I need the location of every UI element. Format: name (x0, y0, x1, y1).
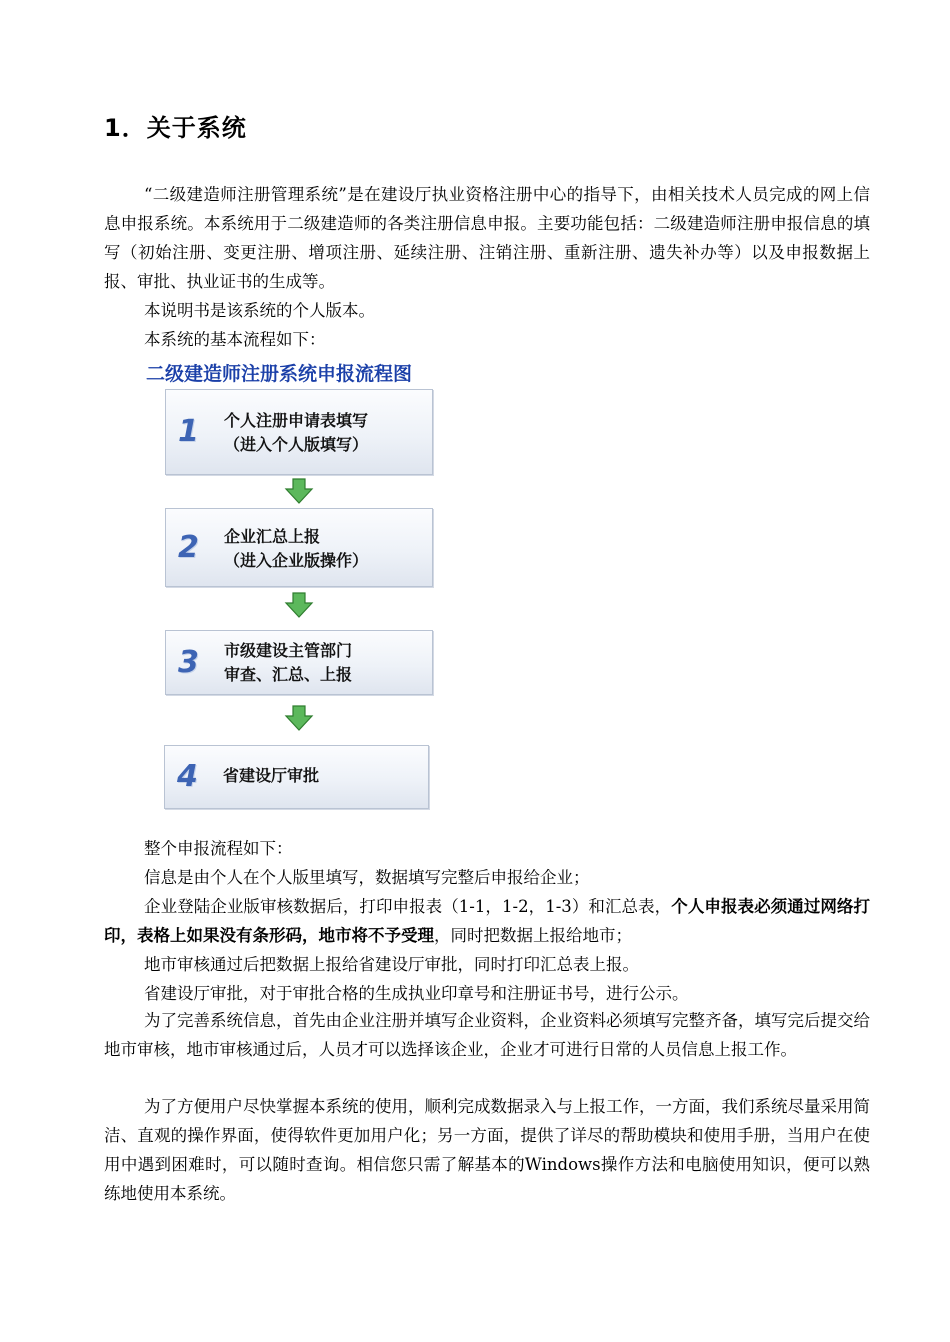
flow-step-1 (165, 389, 433, 475)
step-number: 4 (177, 759, 198, 794)
step-label (224, 639, 352, 687)
step-number: 3 (178, 645, 199, 680)
step-number: 2 (178, 530, 199, 565)
flow-step-2 (165, 508, 433, 587)
flowchart-title: 二级建造师注册系统申报流程图 (146, 363, 413, 385)
step-label (224, 409, 368, 457)
step-label-line2: 审查、汇总、上报 (224, 665, 353, 684)
province-paragraph: 省建设厅审批，对于审批合格的生成执业印章号和注册证书号，进行公示。 (144, 984, 689, 1003)
enterprise-text-before: 企业登陆企业版审核数据后，打印申报表（1-1，1-2，1-3）和汇总表， (144, 897, 672, 916)
process-intro: 整个申报流程如下： (144, 839, 293, 858)
down-arrow-icon (284, 478, 314, 504)
enterprise-text-after: ，同时把数据上报给地市； (434, 926, 632, 945)
step-label-line1: 个人注册申请表填写 (224, 411, 369, 430)
flow-step-3 (165, 630, 433, 695)
flow-step-4 (164, 745, 429, 809)
intro-paragraph: “二级建造师注册管理系统”是在建设厅执业资格注册中心的指导下，由相关技术人员完成的网上信息申报系统。本系统用于二级建造师的各类注册信息申报。主要功能包括：二级建造师注册申报信息的填写（初始注册、变更注册、增项注册、延续注册、注销注册、重新注册、遗失补办等）以及申报数据上报、审批、执业证书的生成等。 (104, 185, 870, 291)
step-label-line2: （进入个人版填写） (224, 435, 369, 454)
down-arrow-icon (284, 705, 314, 731)
help-paragraph: 为了方便用户尽快掌握本系统的使用，顺利完成数据录入与上报工作，一方面，我们系统尽量采用简洁、直观的操作界面，使得软件更加用户化；另一方面，提供了详尽的帮助模块和使用手册，当用户在使用中遇到困难时，可以随时查询。相信您只需了解基本的Windows操作方法和电脑使用知识，便可以熟练地使用本系统。 (104, 1097, 870, 1203)
company-registration-paragraph: 为了完善系统信息，首先由企业注册并填写企业资料，企业资料必须填写完整齐备，填写完后提交给地市审核，地市审核通过后，人员才可以选择该企业，企业才可进行日常的人员信息上报工作。 (104, 1011, 870, 1059)
step-label (224, 525, 368, 573)
flow-intro: 本系统的基本流程如下： (144, 330, 326, 349)
city-paragraph: 地市审核通过后把数据上报给省建设厅审批，同时打印汇总表上报。 (144, 955, 639, 974)
section-heading: 1．关于系统 (104, 114, 247, 142)
step-label-line1: 市级建设主管部门 (224, 641, 353, 660)
step-label (223, 764, 319, 788)
down-arrow-icon (284, 592, 314, 618)
step-label-line1: 省建设厅审批 (223, 766, 320, 785)
version-note: 本说明书是该系统的个人版本。 (144, 301, 375, 320)
step-label-line2: （进入企业版操作） (224, 551, 369, 570)
enterprise-bold-notice: 个人申报表必须通过网络打印，表格上如果没有条形码，地市将不予受理 (104, 897, 870, 945)
enterprise-paragraph (104, 892, 870, 950)
step-number: 1 (178, 414, 199, 449)
individual-paragraph: 信息是由个人在个人版里填写，数据填写完整后申报给企业； (144, 868, 590, 887)
step-label-line1: 企业汇总上报 (224, 527, 321, 546)
